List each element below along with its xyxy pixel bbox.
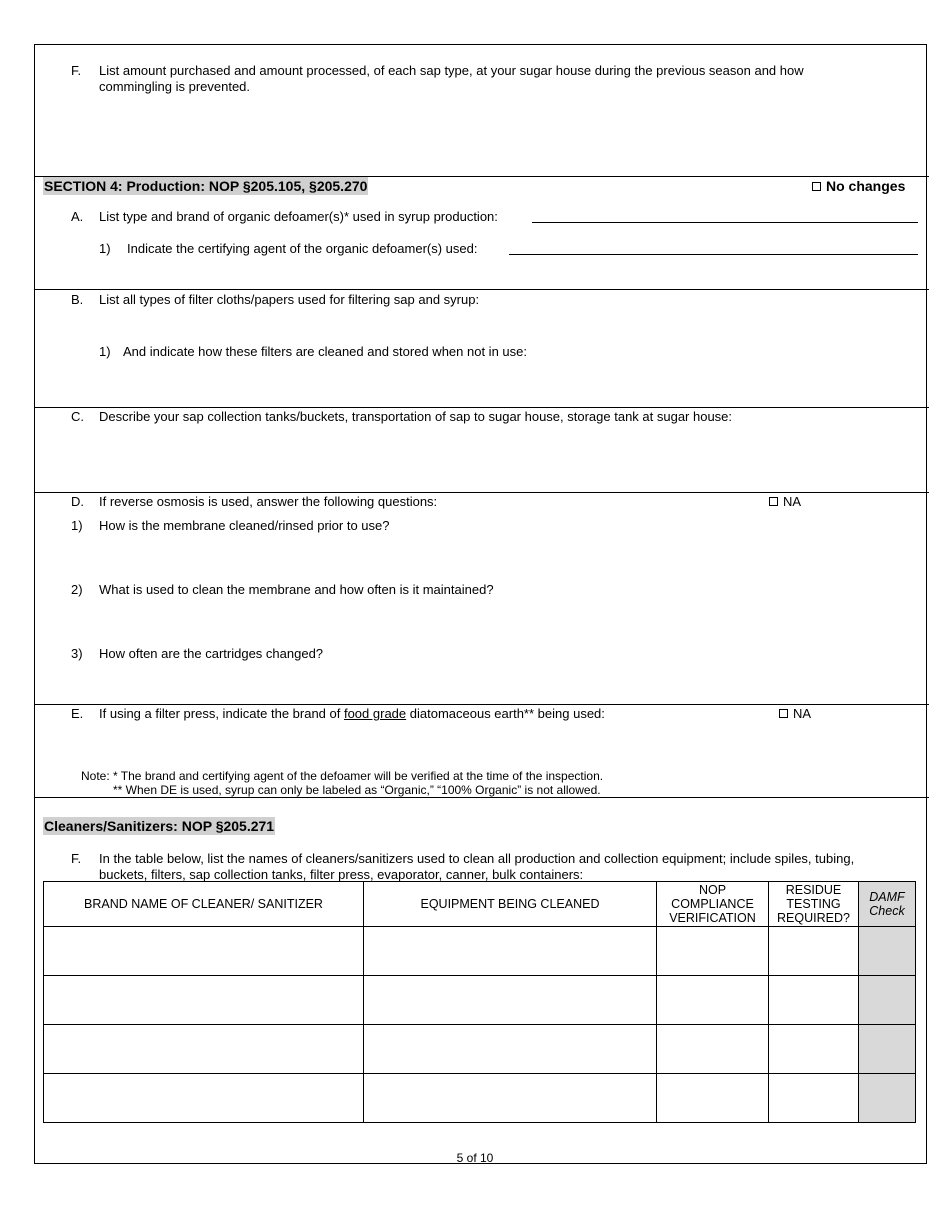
de-na-checkbox[interactable] — [779, 706, 811, 721]
divider — [34, 289, 929, 290]
col-residue-line2: TESTING — [786, 897, 841, 911]
col-nop-line1: NOP — [698, 883, 727, 897]
residue-cell[interactable] — [769, 1074, 859, 1123]
nop-cell[interactable] — [657, 1025, 769, 1074]
col-damf-line1: DAMF — [869, 890, 905, 904]
no-changes-checkbox[interactable] — [812, 178, 905, 194]
question-a1-number: 1) — [99, 241, 111, 256]
col-damf-header — [859, 882, 916, 927]
divider — [34, 492, 929, 493]
question-f-letter: F. — [71, 63, 82, 78]
table-row — [44, 927, 916, 976]
col-nop-line2: COMPLIANCE — [671, 897, 754, 911]
question-d3-number: 3) — [71, 646, 83, 661]
divider — [34, 407, 929, 408]
checkbox-icon[interactable] — [779, 709, 788, 718]
brand-cell[interactable] — [44, 976, 364, 1025]
residue-cell[interactable] — [769, 976, 859, 1025]
question-e-text-underlined: food grade — [343, 706, 407, 721]
cleaners-table — [43, 881, 916, 1123]
checkbox-icon[interactable] — [812, 182, 821, 191]
divider — [34, 704, 929, 705]
question-a-text: List type and brand of organic defoamer(s)* used in syrup production: — [99, 209, 498, 224]
brand-cell[interactable] — [44, 1074, 364, 1123]
damf-cell — [859, 927, 916, 976]
equipment-cell[interactable] — [364, 927, 657, 976]
question-f-cleaners-line2: buckets, filters, sap collection tanks, filter press, evaporator, canner, bulk containers: — [99, 867, 584, 882]
equipment-cell[interactable] — [364, 976, 657, 1025]
question-f-text-line2: commingling is prevented. — [99, 79, 251, 94]
question-d2-text: What is used to clean the membrane and how often is it maintained? — [99, 582, 494, 597]
ro-na-checkbox[interactable] — [769, 494, 801, 509]
equipment-cell[interactable] — [364, 1025, 657, 1074]
damf-cell — [859, 1074, 916, 1123]
question-d1-number: 1) — [71, 518, 83, 533]
brand-cell[interactable] — [44, 927, 364, 976]
residue-cell[interactable] — [769, 927, 859, 976]
question-e-letter: E. — [71, 706, 84, 721]
checkbox-icon[interactable] — [769, 497, 778, 506]
question-d2-number: 2) — [71, 582, 83, 597]
question-c-text: Describe your sap collection tanks/buckets, transportation of sap to sugar house, storage tank at sugar house: — [99, 409, 733, 424]
col-residue-line1: RESIDUE — [785, 883, 842, 897]
col-damf-line2: Check — [869, 904, 905, 918]
section4-title: SECTION 4: Production: NOP §205.105, §205.270 — [44, 178, 368, 194]
nop-cell[interactable] — [657, 976, 769, 1025]
question-b-text: List all types of filter cloths/papers used for filtering sap and syrup: — [99, 292, 480, 307]
table-row — [44, 1074, 916, 1123]
question-f-cleaners-letter: F. — [71, 851, 82, 866]
question-e-text-before: If using a filter press, indicate the brand of — [99, 706, 344, 721]
question-f-answer-area[interactable] — [99, 100, 899, 170]
question-f-text — [99, 63, 899, 95]
table-row — [44, 1025, 916, 1074]
no-changes-label: No changes — [826, 178, 906, 194]
cleaners-title: Cleaners/Sanitizers: NOP §205.271 — [44, 818, 275, 834]
note-line1: Note: * The brand and certifying agent of the defoamer will be verified at the time of the inspection. — [81, 769, 604, 783]
question-d3-text: How often are the cartridges changed? — [99, 646, 324, 661]
damf-cell — [859, 976, 916, 1025]
defoamer-answer-line[interactable] — [532, 222, 918, 223]
col-residue-line3: REQUIRED? — [777, 911, 850, 925]
question-a-letter: A. — [71, 209, 84, 224]
col-equipment-header: EQUIPMENT BEING CLEANED — [364, 882, 657, 927]
question-b1-number: 1) — [99, 344, 111, 359]
damf-cell — [859, 1025, 916, 1074]
question-e-text — [99, 706, 605, 721]
col-nop-header — [657, 882, 769, 927]
question-d-text: If reverse osmosis is used, answer the following questions: — [99, 494, 438, 509]
residue-cell[interactable] — [769, 1025, 859, 1074]
col-brand-header: BRAND NAME OF CLEANER/ SANITIZER — [44, 882, 364, 927]
col-nop-line3: VERIFICATION — [669, 911, 756, 925]
question-b1-text: And indicate how these filters are cleaned and stored when not in use: — [123, 344, 527, 359]
note-line2: ** When DE is used, syrup can only be labeled as “Organic,” “100% Organic” is not allowed. — [113, 783, 601, 797]
page-number: 5 of 10 — [456, 1151, 494, 1165]
question-f-cleaners-line1: In the table below, list the names of cleaners/sanitizers used to clean all production and collection equipment; include spiles, tubing, — [99, 851, 855, 866]
de-na-label: NA — [793, 706, 812, 721]
question-f-text-line1: List amount purchased and amount processed, of each sap type, at your sugar house during the previous season and how — [99, 63, 804, 78]
nop-cell[interactable] — [657, 927, 769, 976]
question-c-letter: C. — [71, 409, 84, 424]
question-a1-text: Indicate the certifying agent of the organic defoamer(s) used: — [127, 241, 478, 256]
nop-cell[interactable] — [657, 1074, 769, 1123]
col-residue-header — [769, 882, 859, 927]
question-d1-text: How is the membrane cleaned/rinsed prior to use? — [99, 518, 390, 533]
certifying-agent-answer-line[interactable] — [509, 254, 918, 255]
brand-cell[interactable] — [44, 1025, 364, 1074]
table-header-row — [44, 882, 916, 927]
equipment-cell[interactable] — [364, 1074, 657, 1123]
table-row — [44, 976, 916, 1025]
question-d-letter: D. — [71, 494, 84, 509]
divider — [34, 797, 929, 798]
question-f-cleaners-text — [99, 851, 919, 883]
question-e-text-after: diatomaceous earth** being used: — [406, 706, 605, 721]
ro-na-label: NA — [783, 494, 802, 509]
question-b-letter: B. — [71, 292, 84, 307]
